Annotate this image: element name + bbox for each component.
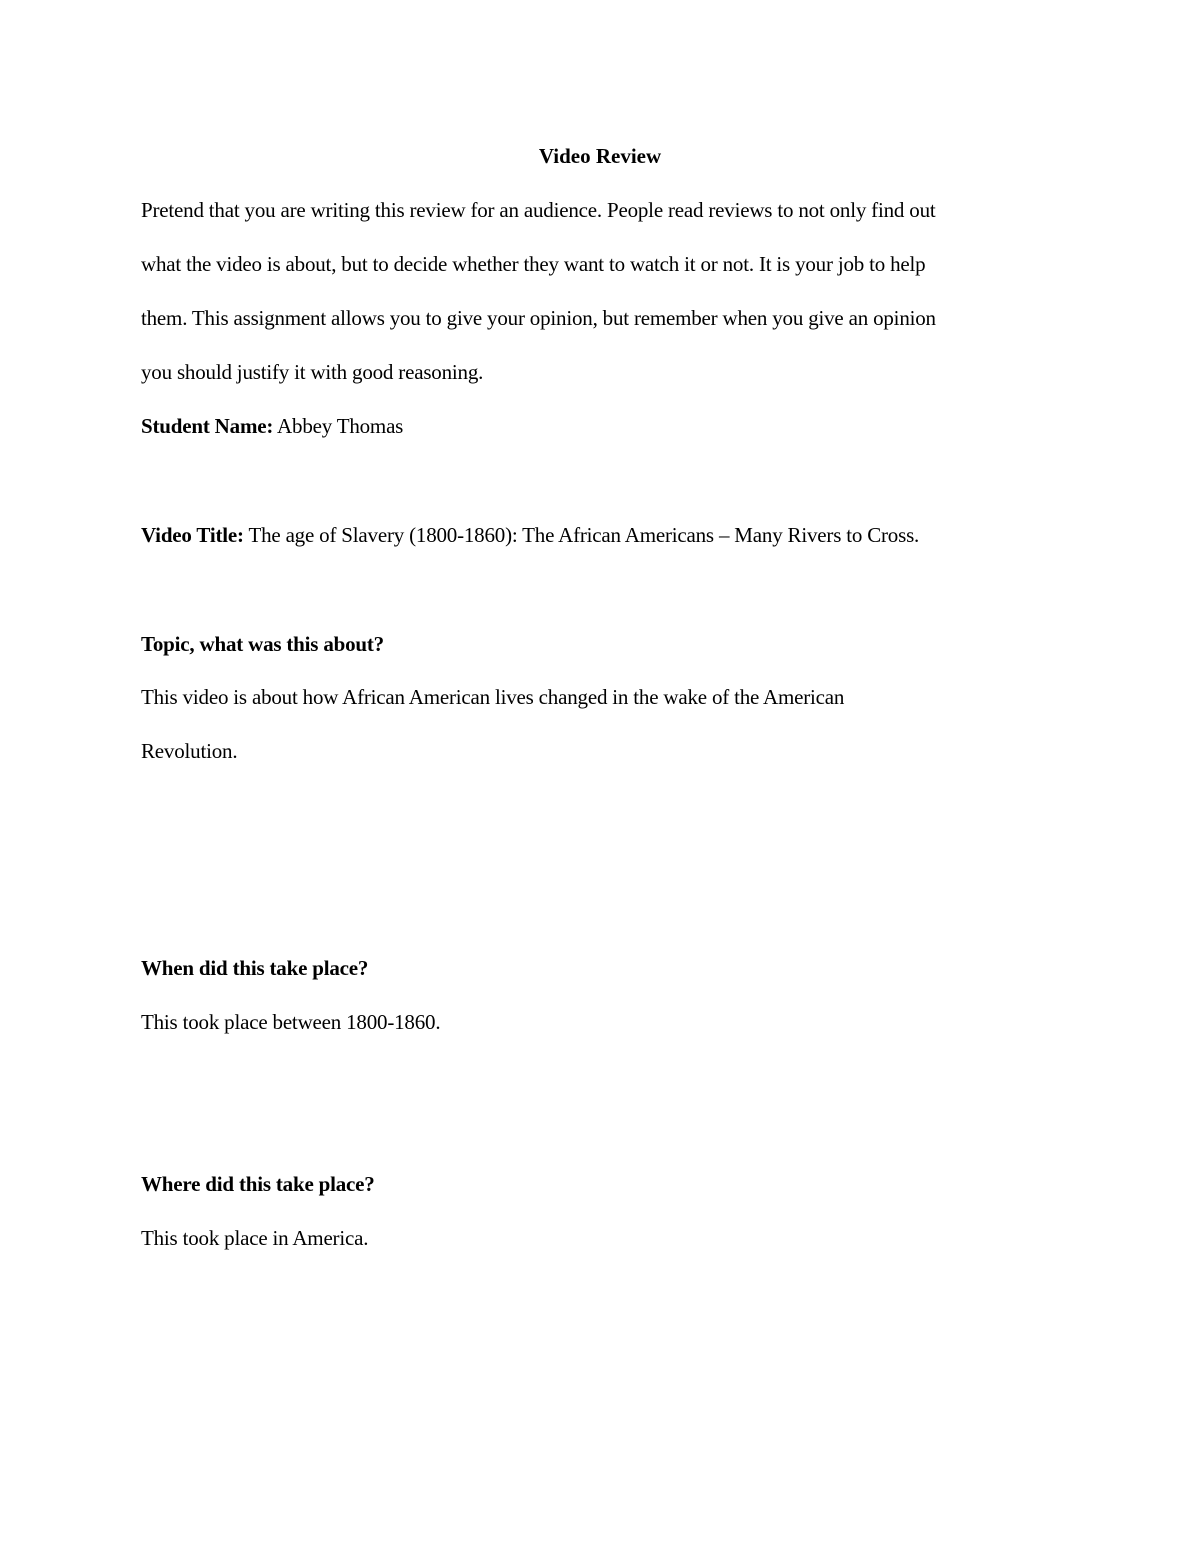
intro-line-4: you should justify it with good reasoning. [141,360,484,384]
video-title-label: Video Title: [141,523,244,547]
intro-line-1: Pretend that you are writing this review for an audience. People read reviews to not only find out [141,198,936,222]
where-answer: This took place in America. [141,1226,369,1250]
topic-heading: Topic, what was this about? [141,632,384,656]
intro-line-2: what the video is about, but to decide whether they want to watch it or not. It is your job to help [141,252,926,276]
when-answer: This took place between 1800-1860. [141,1010,441,1034]
video-title-row [141,521,919,549]
student-name-row [141,412,403,440]
intro-line-3: them. This assignment allows you to give your opinion, but remember when you give an opinion [141,306,936,330]
topic-answer-line-2: Revolution. [141,739,238,763]
when-heading: When did this take place? [141,956,369,980]
video-title-value: The age of Slavery (1800-1860): The African Americans – Many Rivers to Cross. [243,523,920,547]
topic-answer-line-1: This video is about how African American lives changed in the wake of the American [141,685,845,709]
student-name-label: Student Name: [141,414,274,438]
student-name-value: Abbey Thomas [273,414,404,438]
document-title: Video Review [538,144,662,168]
where-heading: Where did this take place? [141,1172,375,1196]
